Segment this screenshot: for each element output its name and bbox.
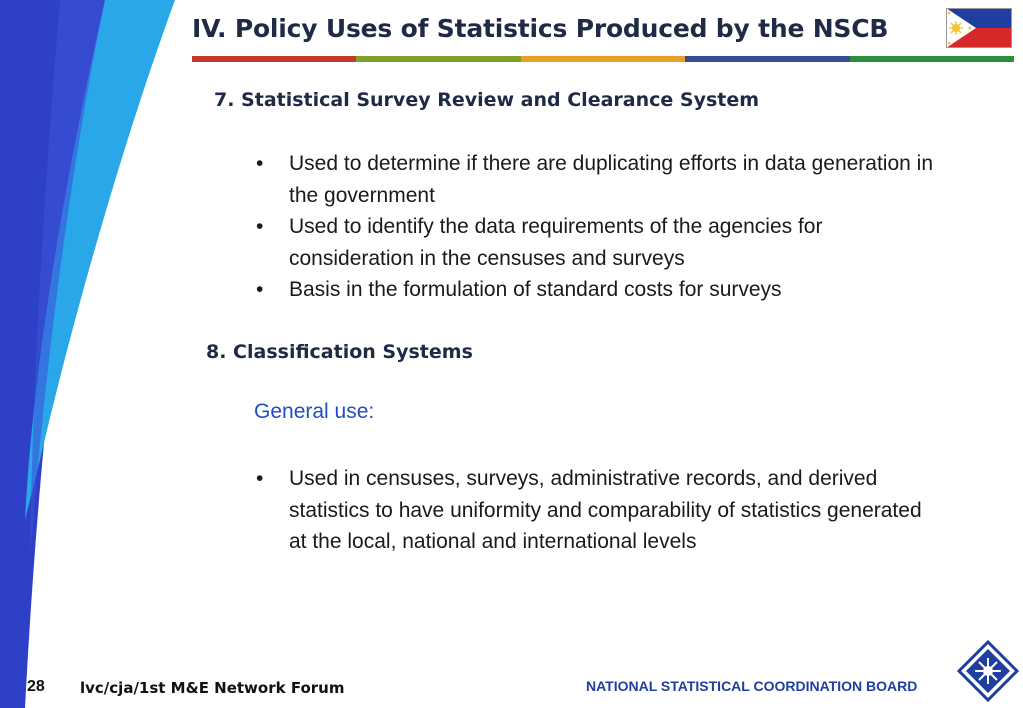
- bullet-icon: •: [256, 467, 264, 490]
- section-7-heading: 7. Statistical Survey Review and Clearance System: [214, 89, 760, 111]
- section-8-heading: 8. Classification Systems: [206, 341, 473, 363]
- bullet-icon: •: [256, 278, 264, 301]
- footer-forum-label: lvc/cja/1st M&E Network Forum: [80, 679, 345, 697]
- bullet-text: Used to identify the data requirements of the agencies for consideration in the censuses and surveys: [289, 215, 823, 270]
- general-use-subheading: General use:: [254, 400, 375, 423]
- color-bar-segment: [521, 56, 685, 62]
- list-item: [256, 463, 939, 558]
- list-item: [256, 148, 949, 211]
- footer-organization: NATIONAL STATISTICAL COORDINATION BOARD: [586, 678, 918, 694]
- bullet-text: Basis in the formulation of standard costs for surveys: [289, 278, 782, 301]
- color-bar-segment: [356, 56, 520, 62]
- page-title: IV. Policy Uses of Statistics Produced by the NSCB: [192, 14, 889, 43]
- list-item: [256, 211, 949, 274]
- section-8-bullet-list: [256, 463, 939, 558]
- nscb-logo-icon: [957, 640, 1019, 702]
- header-color-bar: [192, 56, 1014, 62]
- list-item: [256, 274, 949, 306]
- color-bar-segment: [850, 56, 1014, 62]
- bullet-text: Used to determine if there are duplicating efforts in data generation in the government: [289, 152, 934, 207]
- section-7-bullet-list: [256, 148, 949, 306]
- slide-number: 28: [27, 678, 45, 695]
- bullet-icon: •: [256, 215, 264, 238]
- bullet-icon: •: [256, 152, 264, 175]
- philippine-flag-icon: [946, 8, 1012, 48]
- decorative-side-swoosh: [0, 0, 200, 708]
- color-bar-segment: [192, 56, 356, 62]
- bullet-text: Used in censuses, surveys, administrative records, and derived statistics to have uniformity and comparability of statistics generated at the local, national and international levels: [289, 467, 922, 553]
- color-bar-segment: [685, 56, 849, 62]
